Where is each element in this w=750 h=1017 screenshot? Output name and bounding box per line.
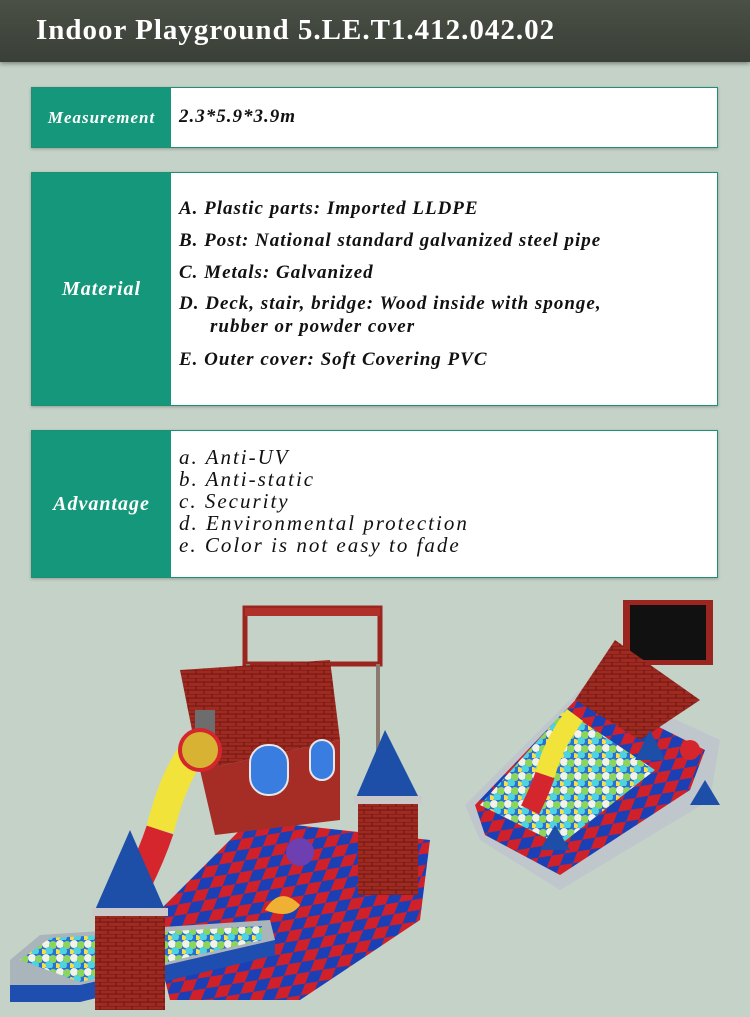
page-title: Indoor Playground 5.LE.T1.412.042.02 [36,14,556,46]
material-item: D. Deck, stair, bridge: Wood inside with sponge, [179,293,602,314]
header-bar [0,0,750,62]
advantage-item: a. Anti-UV [179,445,290,469]
advantage-item: d. Environmental protection [179,511,469,535]
advantage-label: Advantage [32,431,171,577]
playground-right-view [465,600,720,890]
advantage-row [31,430,718,578]
advantage-item: e. Color is not easy to fade [179,533,461,557]
measurement-row [31,87,718,148]
playground-left-view [10,608,430,1010]
material-list [179,196,709,379]
material-item-multiline [179,292,709,338]
advantage-item: b. Anti-static [179,467,316,491]
material-item-continuation: rubber or powder cover [210,316,416,337]
measurement-label: Measurement [32,88,171,147]
measurement-value: 2.3*5.9*3.9m [179,106,297,127]
playground-illustration [0,590,750,1017]
material-item: C. Metals: Galvanized [179,262,374,283]
advantage-list [179,446,709,556]
material-item: A. Plastic parts: Imported LLDPE [179,198,479,219]
material-item: B. Post: National standard galvanized steel pipe [179,230,602,251]
material-row [31,172,718,406]
material-item: E. Outer cover: Soft Covering PVC [179,349,488,370]
material-label: Material [32,173,171,405]
advantage-item: c. Security [179,489,290,513]
